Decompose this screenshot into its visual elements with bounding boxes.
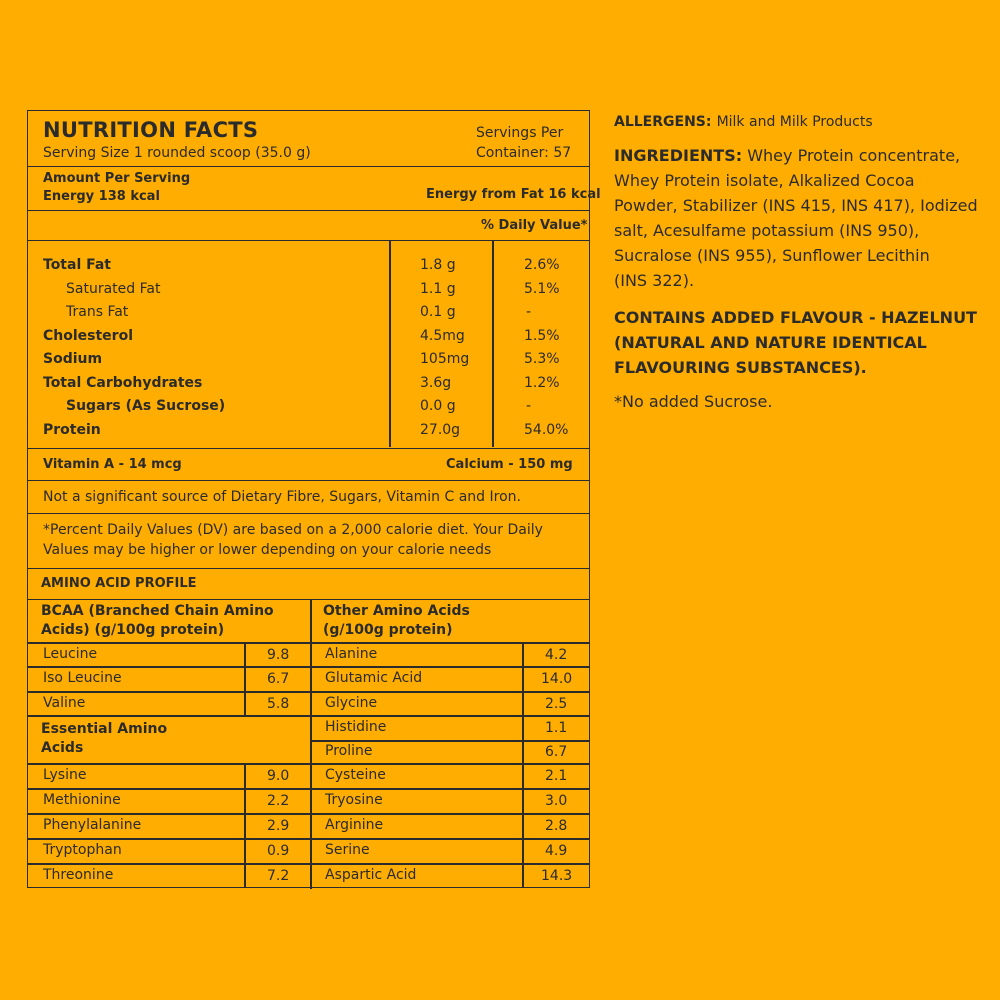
- nutrition-header: [28, 111, 589, 167]
- nutrient-row: [28, 396, 589, 420]
- amino-value: 2.1: [545, 768, 568, 784]
- amino-value: 0.9: [267, 843, 290, 859]
- nutrient-table: [28, 241, 589, 449]
- ingredients-line4: salt, Acesulfame potassium (INS 950),: [614, 221, 920, 240]
- allergens-label: ALLERGENS:: [614, 114, 712, 130]
- amino-name: Serine: [325, 842, 370, 858]
- nutrition-title: NUTRITION FACTS: [43, 118, 259, 142]
- ingredients-line6: (INS 322).: [614, 271, 695, 290]
- amount-per-serving: Amount Per Serving: [43, 171, 191, 186]
- amino-name: Threonine: [43, 867, 114, 883]
- bcaa-row: [28, 667, 310, 691]
- ingredients-label: INGREDIENTS:: [614, 146, 743, 165]
- nutrient-dv: 2.6%: [524, 257, 560, 273]
- amino-value: 7.2: [267, 868, 290, 884]
- nutrient-row: [28, 349, 589, 373]
- nutrient-name: Total Fat: [43, 257, 112, 273]
- nutrient-name: Saturated Fat: [66, 280, 161, 297]
- flavour-line3: FLAVOURING SUBSTANCES).: [614, 358, 867, 377]
- amino-name: Alanine: [325, 646, 378, 662]
- nutrient-amount: 3.6g: [420, 374, 452, 391]
- nutrient-amount: 0.0 g: [420, 398, 456, 414]
- energy: Energy 138 kcal: [43, 189, 160, 204]
- nutrient-amount: 1.1 g: [420, 280, 456, 297]
- amino-name: Methionine: [43, 792, 121, 808]
- nutrient-name: Sodium: [43, 351, 103, 367]
- amino-name: Tryosine: [325, 792, 383, 808]
- amino-name: Valine: [43, 695, 86, 711]
- essential-row: [28, 839, 310, 863]
- energy-from-fat: Energy from Fat 16 kcal: [426, 187, 601, 202]
- nutrient-dv: 5.3%: [524, 351, 560, 367]
- nutrient-amount: 105mg: [420, 351, 470, 367]
- amino-value: 3.0: [545, 793, 568, 809]
- flavour-block: [614, 305, 984, 380]
- nutrient-dv: 1.5%: [524, 327, 560, 344]
- amino-value: 4.2: [545, 647, 568, 663]
- nutrient-name: Protein: [43, 421, 101, 438]
- amino-value: 6.7: [545, 744, 568, 760]
- amino-name: Glycine: [325, 695, 378, 711]
- other-amino-row: [310, 667, 589, 691]
- amino-name: Tryptophan: [43, 842, 122, 858]
- nutrient-row: [28, 420, 589, 444]
- nutrient-name: Sugars (As Sucrose): [66, 398, 226, 414]
- nutrient-name: Trans Fat: [66, 304, 129, 320]
- amino-title: AMINO ACID PROFILE: [41, 576, 197, 591]
- other-amino-row: [310, 740, 589, 764]
- other-amino-row: [310, 716, 589, 740]
- essential-header-line1: Essential Amino: [41, 721, 168, 737]
- amino-name: Cysteine: [325, 767, 386, 783]
- essential-header-line2: Acids: [41, 740, 84, 756]
- amino-value: 5.8: [267, 696, 290, 712]
- serving-size: Serving Size 1 rounded scoop (35.0 g): [43, 145, 311, 161]
- ingredients-line2: Whey Protein isolate, Alkalized Cocoa: [614, 171, 915, 190]
- nutrient-row: [28, 373, 589, 397]
- amino-name: Arginine: [325, 817, 384, 833]
- flavour-line2: (NATURAL AND NATURE IDENTICAL: [614, 333, 927, 352]
- amino-name: Histidine: [325, 719, 387, 735]
- amino-name: Proline: [325, 743, 373, 759]
- other-amino-row: [310, 839, 589, 863]
- amino-value: 2.8: [545, 818, 568, 834]
- amino-name: Aspartic Acid: [325, 867, 417, 883]
- nutrient-row: [28, 302, 589, 326]
- amino-grid: [28, 600, 589, 887]
- nutrient-row: [28, 255, 589, 279]
- other-amino-row: [310, 764, 589, 788]
- not-significant-text: Not a significant source of Dietary Fibre, Sugars, Vitamin C and Iron.: [43, 489, 521, 505]
- amino-value: 14.0: [541, 671, 573, 687]
- amino-value: 2.9: [267, 818, 290, 834]
- other-amino-row: [310, 814, 589, 838]
- bcaa-row: [28, 643, 310, 667]
- nutrient-dv: -: [526, 304, 532, 320]
- essential-row: [28, 864, 310, 888]
- allergens-block: [614, 111, 984, 130]
- nutrient-row: [28, 279, 589, 303]
- nutrient-dv: 54.0%: [524, 421, 569, 438]
- ingredients-line1: Whey Protein concentrate,: [747, 146, 961, 165]
- amino-value: 1.1: [545, 720, 568, 736]
- nutrient-dv: 5.1%: [524, 280, 560, 297]
- no-added-sucrose: *No added Sucrose.: [614, 392, 773, 411]
- nutrient-amount: 0.1 g: [420, 304, 456, 320]
- other-amino-row: [310, 789, 589, 813]
- servings-per-line1: Servings Per: [476, 125, 564, 141]
- essential-row: [28, 764, 310, 788]
- footnote-line1: *Percent Daily Values (DV) are based on a 2,000 calorie diet. Your Daily: [43, 522, 543, 538]
- amino-value: 2.5: [545, 696, 568, 712]
- other-header-line2: (g/100g protein): [323, 622, 453, 638]
- nutrient-dv: 1.2%: [524, 374, 560, 391]
- amino-value: 6.7: [267, 671, 290, 687]
- ingredients-line5: Sucralose (INS 955), Sunflower Lecithin: [614, 246, 930, 265]
- nutrition-facts-label: [27, 110, 601, 888]
- vitamins-section: [28, 449, 589, 481]
- amino-name: Glutamic Acid: [325, 670, 423, 686]
- nutrient-row: [28, 326, 589, 350]
- not-significant-section: [28, 481, 589, 514]
- calcium: Calcium - 150 mg: [446, 457, 573, 472]
- nutrient-dv: -: [526, 398, 532, 414]
- other-amino-row: [310, 643, 589, 667]
- footnote-section: [28, 514, 589, 569]
- other-amino-row: [310, 864, 589, 888]
- amino-value: 4.9: [545, 843, 568, 859]
- amino-title-section: [28, 569, 589, 600]
- vitamin-a: Vitamin A - 14 mcg: [43, 457, 182, 472]
- amino-value: 2.2: [267, 793, 290, 809]
- amino-name: Iso Leucine: [43, 670, 122, 686]
- essential-row: [28, 814, 310, 838]
- amino-value: 9.0: [267, 768, 290, 784]
- amount-per-serving-section: [28, 167, 601, 211]
- bcaa-header-line1: BCAA (Branched Chain Amino: [41, 603, 274, 619]
- daily-value-header-section: [28, 211, 589, 241]
- amino-name: Phenylalanine: [43, 817, 142, 833]
- nutrient-amount: 27.0g: [420, 421, 461, 438]
- daily-value-header: % Daily Value*: [481, 218, 588, 233]
- nutrient-name: Cholesterol: [43, 327, 133, 344]
- bcaa-row: [28, 692, 310, 716]
- ingredients-block: [614, 143, 984, 293]
- bcaa-header-line2: Acids) (g/100g protein): [41, 622, 225, 638]
- other-amino-row: [310, 692, 589, 716]
- ingredients-line3: Powder, Stabilizer (INS 415, INS 417), Iodized: [614, 196, 978, 215]
- nutrient-amount: 1.8 g: [420, 257, 456, 273]
- amino-name: Leucine: [43, 646, 98, 662]
- other-header-line1: Other Amino Acids: [323, 603, 470, 619]
- amino-value: 9.8: [267, 647, 290, 663]
- nutrient-amount: 4.5mg: [420, 327, 465, 344]
- essential-row: [28, 789, 310, 813]
- nutrient-name: Total Carbohydrates: [43, 374, 203, 391]
- flavour-line1: CONTAINS ADDED FLAVOUR - HAZELNUT: [614, 308, 977, 327]
- servings-per-line2: Container: 57: [476, 145, 572, 161]
- allergens-text: Milk and Milk Products: [716, 114, 873, 130]
- footnote-line2: Values may be higher or lower depending on your calorie needs: [43, 542, 492, 558]
- amino-value: 14.3: [541, 868, 573, 884]
- amino-name: Lysine: [43, 767, 87, 783]
